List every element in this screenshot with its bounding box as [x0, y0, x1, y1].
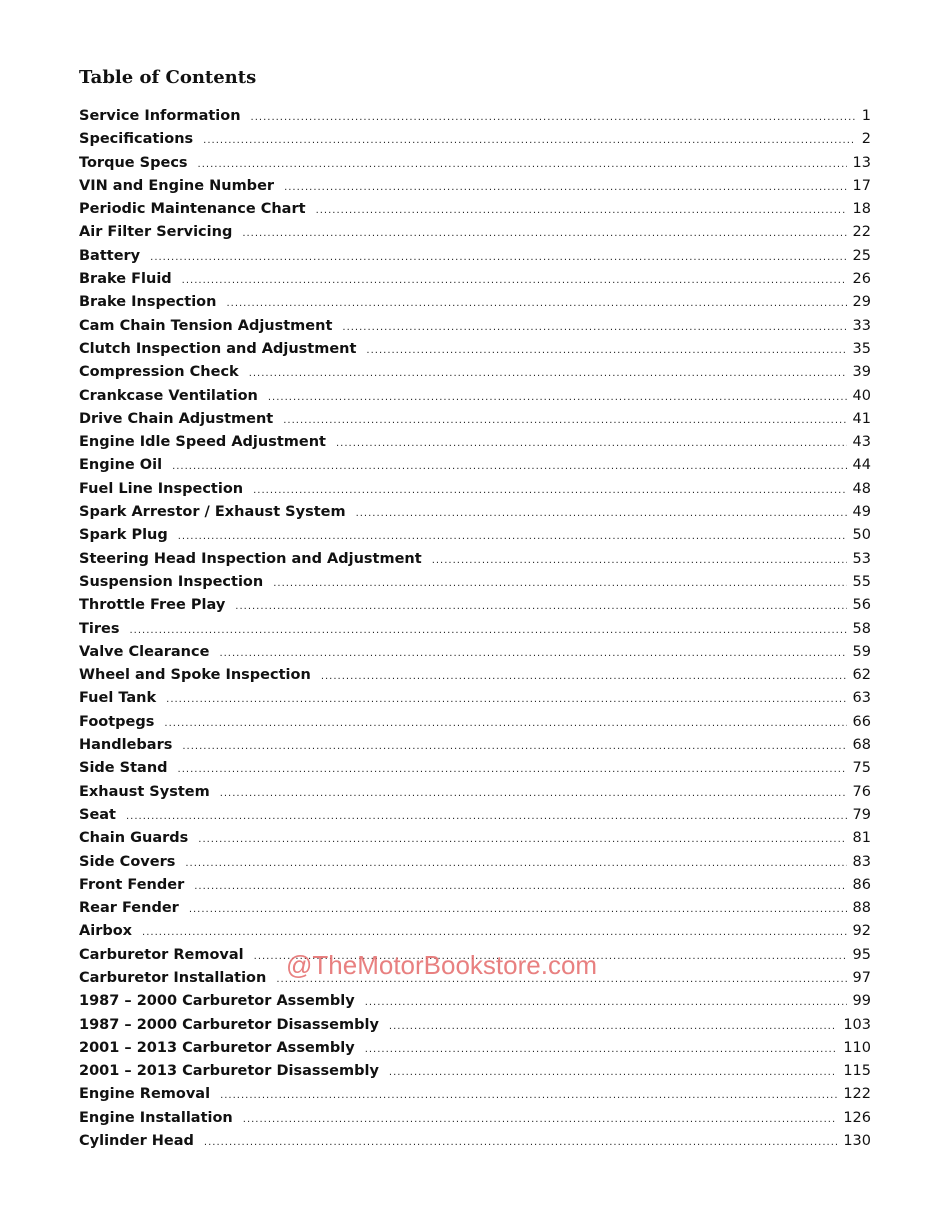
toc-entry[interactable] [79, 897, 871, 920]
toc-entry-page-number: 48 [852, 480, 871, 497]
toc-entry-title: Footpegs [79, 713, 155, 730]
toc-entry-title: Side Covers [79, 853, 176, 870]
toc-dot-leader [253, 479, 846, 502]
toc-entry-page-number: 35 [852, 340, 871, 357]
toc-dot-leader [243, 1108, 838, 1131]
toc-entry-title: Service Information [79, 108, 241, 124]
toc-entry-title: VIN and Engine Number [79, 177, 275, 194]
toc-dot-leader [356, 502, 847, 525]
toc-entry[interactable] [79, 175, 871, 198]
toc-entry-page-number: 66 [852, 713, 871, 730]
toc-entry[interactable] [79, 1060, 871, 1083]
toc-entry-page-number: 68 [852, 737, 871, 754]
toc-dot-leader [220, 782, 847, 805]
toc-entry-page-number: 76 [852, 783, 871, 800]
toc-entry-page-number: 41 [852, 410, 871, 427]
toc-entry-page-number: 2 [861, 131, 871, 148]
toc-entry[interactable] [79, 804, 871, 827]
toc-dot-leader [389, 1015, 837, 1038]
toc-entry-page-number: 13 [852, 154, 871, 171]
toc-entry[interactable] [79, 594, 871, 617]
toc-entry-title: Crankcase Ventilation [79, 387, 258, 404]
toc-entry[interactable] [79, 152, 871, 175]
toc-entry-page-number: 18 [852, 201, 871, 218]
toc-dot-leader [166, 688, 846, 711]
toc-entry-page-number: 83 [852, 853, 871, 870]
toc-dot-leader [142, 921, 847, 944]
toc-entry-page-number: 1 [861, 108, 871, 124]
toc-entry[interactable] [79, 1014, 871, 1037]
toc-entry-page-number: 44 [852, 457, 871, 474]
toc-entry-title: Handlebars [79, 737, 173, 754]
toc-entry-page-number: 75 [852, 760, 871, 777]
toc-entry-page-number: 110 [843, 1039, 871, 1056]
toc-entry-page-number: 53 [852, 550, 871, 567]
toc-entry[interactable] [79, 501, 871, 524]
toc-entry-title: Cam Chain Tension Adjustment [79, 317, 333, 334]
toc-entry-title: Airbox [79, 923, 133, 940]
toc-entry[interactable] [79, 431, 871, 454]
toc-dot-leader [284, 176, 846, 199]
toc-entry[interactable] [79, 1037, 871, 1060]
toc-dot-leader [182, 735, 846, 758]
toc-entry[interactable] [79, 687, 871, 710]
toc-entry[interactable] [79, 920, 871, 943]
toc-entry-page-number: 86 [852, 876, 871, 893]
toc-entry-title: Suspension Inspection [79, 573, 264, 590]
toc-entry-title: Wheel and Spoke Inspection [79, 667, 311, 684]
toc-entry[interactable] [79, 408, 871, 431]
toc-entry[interactable] [79, 268, 871, 291]
toc-entry-page-number: 17 [852, 177, 871, 194]
toc-dot-leader [283, 409, 846, 432]
toc-entry[interactable] [79, 478, 871, 501]
toc-entry[interactable] [79, 338, 871, 361]
toc-entry[interactable] [79, 1130, 871, 1153]
toc-entry-page-number: 115 [843, 1063, 871, 1080]
toc-entry-title: Brake Inspection [79, 294, 217, 311]
toc-entry[interactable] [79, 454, 871, 477]
toc-entry-title: Valve Clearance [79, 643, 210, 660]
toc-entry-page-number: 97 [852, 969, 871, 986]
toc-dot-leader [194, 875, 846, 898]
toc-dot-leader [182, 269, 847, 292]
toc-entry-title: Chain Guards [79, 830, 189, 847]
toc-entry-title: Engine Idle Speed Adjustment [79, 434, 326, 451]
toc-dot-leader [203, 129, 856, 152]
toc-dot-leader [164, 712, 846, 735]
toc-entry[interactable] [79, 1083, 871, 1106]
toc-entry[interactable] [79, 361, 871, 384]
toc-entry[interactable] [79, 198, 871, 221]
toc-dot-leader [336, 432, 847, 455]
toc-entry-title: Carburetor Removal [79, 946, 244, 963]
toc-dot-leader [220, 1084, 837, 1107]
toc-dot-leader [172, 455, 846, 478]
toc-entry[interactable] [79, 1107, 871, 1130]
toc-entry[interactable] [79, 571, 871, 594]
toc-entry-title: Drive Chain Adjustment [79, 410, 274, 427]
toc-dot-leader [189, 898, 847, 921]
toc-dot-leader [366, 339, 846, 362]
toc-dot-leader [365, 1038, 838, 1061]
toc-entry-title: Steering Head Inspection and Adjustment [79, 550, 422, 567]
toc-entry[interactable] [79, 827, 871, 850]
toc-dot-leader [268, 386, 847, 409]
toc-dot-leader [150, 246, 846, 269]
toc-entry-title: 2001 – 2013 Carburetor Assembly [79, 1039, 355, 1056]
toc-entry-page-number: 26 [852, 271, 871, 288]
toc-entry-title: Cylinder Head [79, 1133, 194, 1150]
toc-dot-leader [219, 642, 846, 665]
toc-entry[interactable] [79, 548, 871, 571]
page-title: Table of Contents [79, 67, 257, 88]
toc-entry[interactable] [79, 245, 871, 268]
toc-entry-page-number: 58 [852, 620, 871, 637]
toc-entry-title: Tires [79, 620, 120, 637]
toc-entry-title: Engine Oil [79, 457, 163, 474]
toc-entry-title: Torque Specs [79, 154, 188, 171]
toc-entry-page-number: 50 [852, 527, 871, 544]
toc-entry-title: Throttle Free Play [79, 597, 226, 614]
toc-entry-page-number: 63 [852, 690, 871, 707]
toc-dot-leader [178, 758, 847, 781]
toc-entry-title: Specifications [79, 131, 194, 148]
toc-entry-page-number: 62 [852, 667, 871, 684]
toc-entry-page-number: 130 [843, 1133, 871, 1150]
toc-entry-page-number: 33 [852, 317, 871, 334]
toc-dot-leader [129, 619, 846, 642]
toc-entry-page-number: 88 [852, 900, 871, 917]
toc-dot-leader [226, 292, 846, 315]
toc-entry-page-number: 95 [852, 946, 871, 963]
toc-entry[interactable] [79, 711, 871, 734]
toc-entry-page-number: 39 [852, 364, 871, 381]
toc-entry-title: Exhaust System [79, 783, 210, 800]
toc-dot-leader [198, 828, 846, 851]
toc-entry-page-number: 40 [852, 387, 871, 404]
toc-dot-leader [365, 991, 847, 1014]
toc-entry-title: 1987 – 2000 Carburetor Disassembly [79, 1016, 379, 1033]
toc-entry-page-number: 126 [843, 1109, 871, 1126]
toc-dot-leader [126, 805, 847, 828]
toc-entry-title: Carburetor Installation [79, 969, 267, 986]
toc-entry-page-number: 43 [852, 434, 871, 451]
toc-entry-title: Rear Fender [79, 900, 179, 917]
toc-entry-title: Seat [79, 806, 116, 823]
toc-entry-title: Brake Fluid [79, 271, 172, 288]
toc-dot-leader [251, 106, 856, 129]
toc-entry-title: 2001 – 2013 Carburetor Disassembly [79, 1063, 379, 1080]
toc-dot-leader [235, 595, 846, 618]
toc-entry-page-number: 22 [852, 224, 871, 241]
toc-dot-leader [273, 572, 846, 595]
toc-dot-leader [249, 362, 847, 385]
toc-entry[interactable] [79, 128, 871, 151]
toc-entry-title: Side Stand [79, 760, 168, 777]
toc-entry[interactable] [79, 757, 871, 780]
toc-dot-leader [185, 852, 846, 875]
toc-dot-leader [321, 665, 847, 688]
toc-entry-title: Engine Removal [79, 1086, 211, 1103]
toc-entry-title: Compression Check [79, 364, 239, 381]
watermark: @TheMotorBookstore.com [286, 950, 598, 980]
toc-entry-title: Spark Plug [79, 527, 168, 544]
toc-entry[interactable] [79, 664, 871, 687]
toc-entry[interactable] [79, 641, 871, 664]
toc-dot-leader [178, 525, 847, 548]
toc-entry-title: Air Filter Servicing [79, 224, 233, 241]
toc-entry[interactable] [79, 781, 871, 804]
toc-entry-page-number: 29 [852, 294, 871, 311]
toc-entry[interactable] [79, 524, 871, 547]
toc-entry-title: Engine Installation [79, 1109, 233, 1126]
toc-entry-page-number: 81 [852, 830, 871, 847]
toc-entry-page-number: 122 [843, 1086, 871, 1103]
toc-entry-page-number: 79 [852, 806, 871, 823]
toc-entry[interactable] [79, 221, 871, 244]
toc-entry[interactable] [79, 291, 871, 314]
toc-entry-page-number: 25 [852, 247, 871, 264]
toc-entry-title: Fuel Tank [79, 690, 157, 707]
toc-entry-title: Periodic Maintenance Chart [79, 201, 306, 218]
toc-entry[interactable] [79, 618, 871, 641]
toc-dot-leader [316, 199, 847, 222]
toc-entry[interactable] [79, 734, 871, 757]
toc-dot-leader [204, 1131, 837, 1154]
toc-entry[interactable] [79, 874, 871, 897]
toc-entry[interactable] [79, 851, 871, 874]
toc-entry-page-number: 99 [852, 993, 871, 1010]
toc-entry-title: Front Fender [79, 876, 185, 893]
toc-entry[interactable] [79, 105, 871, 128]
toc-entry[interactable] [79, 385, 871, 408]
toc-entry-page-number: 59 [852, 643, 871, 660]
toc-entry-page-number: 55 [852, 573, 871, 590]
toc-dot-leader [342, 316, 846, 339]
toc-entry[interactable] [79, 315, 871, 338]
toc-entry-title: Clutch Inspection and Adjustment [79, 340, 357, 357]
toc-dot-leader [389, 1061, 837, 1084]
toc-dot-leader [242, 222, 846, 245]
toc-entry-page-number: 56 [852, 597, 871, 614]
toc-entry[interactable] [79, 990, 871, 1013]
toc-dot-leader [432, 549, 847, 572]
table-of-contents [79, 105, 871, 1153]
toc-dot-leader [198, 153, 847, 176]
toc-entry-page-number: 49 [852, 504, 871, 521]
toc-entry-page-number: 103 [843, 1016, 871, 1033]
toc-entry-title: Spark Arrestor / Exhaust System [79, 504, 346, 521]
toc-entry-title: Battery [79, 247, 141, 264]
toc-entry-page-number: 92 [852, 923, 871, 940]
toc-entry-title: 1987 – 2000 Carburetor Assembly [79, 993, 355, 1010]
toc-entry-title: Fuel Line Inspection [79, 480, 244, 497]
